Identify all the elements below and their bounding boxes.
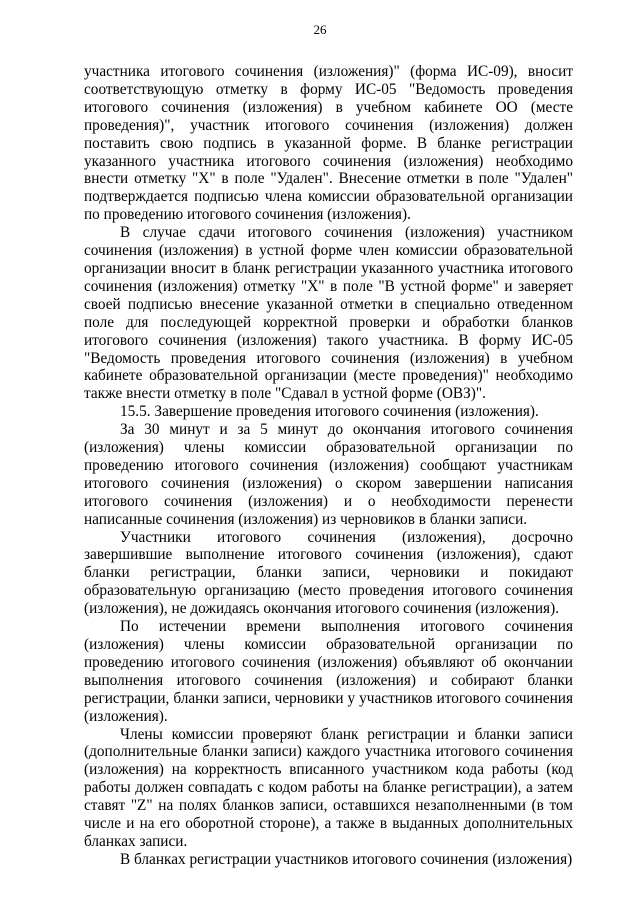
section-heading-15-5: 15.5. Завершение проведения итогового сочинения (изложения). [120,403,539,421]
document-body [84,63,573,869]
paragraph-registration-forms: В бланках регистрации участников итогового сочинения (изложения) [120,850,573,868]
paragraph-time-warning: За 30 минут и за 5 минут до окончания итогового сочинения (изложения) члены комиссии образовательной организации по проведению итогового сочинения (изложения) сообщают участникам итогового сочинения (изложения) о скором завершении написания итогового сочинения (изложения) и о необходимости перенести написанные сочинения (изложения) из черновиков в бланки записи. [84,421,573,528]
paragraph-form-check: Члены комиссии проверяют бланк регистрации и бланки записи (дополнительные бланки записи) каждого участника итогового сочинения (изложения) на корректность вписанного участником кода работы (код работы должен совпадать с кодом работы на бланке регистрации), а затем ставят "Z" на полях бланков записи, оставшихся незаполненными (в том числе и на его оборотной стороне), а также в выданных дополнительных бланках записи. [84,725,573,850]
paragraph-oral-form: В случае сдачи итогового сочинения (изложения) участником сочинения (изложения) в устной форме член комиссии образовательной организации вносит в бланк регистрации указанного участника итогового сочинения (изложения) отметку "X" в поле "В устной форме" и заверяет своей подписью внесение указанной отметки в специально отведенном поле для последующей корректной проверки и обработки бланков итогового сочинения (изложения) такого участника. В форму ИС-05 "Ведомость проведения итогового сочинения (изложения) в учебном кабинете образовательной организации (месте проведения)" необходимо также внести отметку в поле "Сдавал в устной форме (ОВЗ)". [84,224,573,403]
paragraph-continuation: участника итогового сочинения (изложения)" (форма ИС-09), вносит соответствующую отметку в форму ИС-05 "Ведомость проведения итогового сочинения (изложения) в учебном кабинете ОО (месте проведения)", участник итогового сочинения (изложения) должен поставить свою подпись в указанной форме. В бланке регистрации указанного участника итогового сочинения (изложения) необходимо внести отметку "X" в поле "Удален". Внесение отметки в поле "Удален" подтверждается подписью члена комиссии образовательной организации по проведению итогового сочинения (изложения). [84,63,573,224]
page-number: 26 [313,22,327,37]
paragraph-time-expired: По истечении времени выполнения итогового сочинения (изложения) члены комиссии образовательной организации по проведению итогового сочинения (изложения) объявляют об окончании выполнения итогового сочинения (изложения) и собирают бланки регистрации, бланки записи, черновики у участников итогового сочинения (изложения). [84,618,573,725]
paragraph-early-finish: Участники итогового сочинения (изложения), досрочно завершившие выполнение итогового сочинения (изложения), сдают бланки регистрации, бланки записи, черновики и покидают образовательную организацию (место проведения итогового сочинения (изложения), не дожидаясь окончания итогового сочинения (изложения). [84,528,573,618]
